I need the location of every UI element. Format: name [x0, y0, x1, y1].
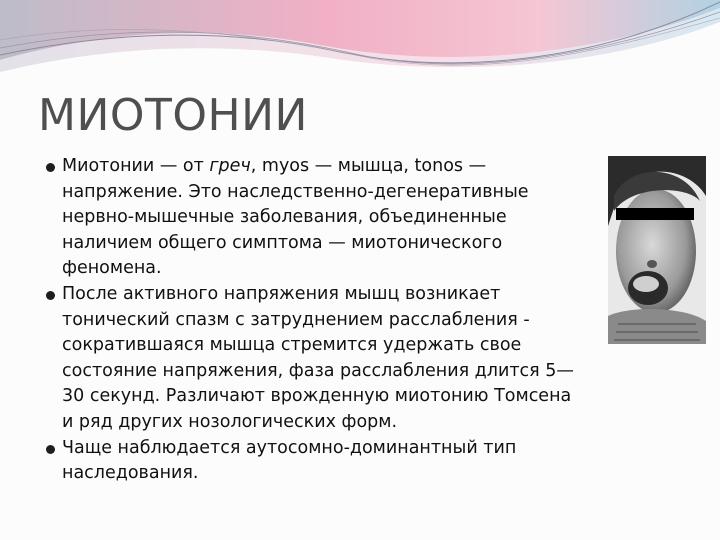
bullet-item [44, 436, 674, 487]
bullet-line: феномена. [62, 258, 162, 279]
italic-text-run: греч [209, 156, 251, 176]
bullet-line: После активного напряжения мышц возникает [62, 283, 501, 304]
bullet-line: 30 секунд. Различают врожденную миотонию Томсена [62, 386, 572, 407]
bullet-dot-icon [46, 291, 55, 300]
text-run: Миотонии — от [62, 156, 210, 176]
bullet-line: наличием общего симптома — миотонического [62, 232, 503, 253]
bullet-list [44, 154, 674, 487]
slide-title: МИОТОНИИ [38, 90, 308, 141]
bullet-line: и ряд других нозологических форм. [62, 411, 398, 432]
bullet-line: состояние напряжения, фаза расслабления длится 5— [62, 360, 574, 381]
bullet-item [44, 282, 674, 436]
bullet-line [62, 154, 674, 180]
bullet-line: напряжение. Это наследственно-дегенеративные [62, 181, 529, 202]
bullet-line: тонический спазм с затруднением расслабления - [62, 309, 530, 330]
bullet-line: нервно-мышечные заболевания, объединенные [62, 207, 507, 228]
text-run: , myos — мышца, tonos — [250, 156, 487, 176]
decorative-wave-header [0, 0, 720, 80]
bullet-line: Чаще наблюдается аутосомно-доминантный тип [62, 437, 517, 458]
bullet-line: сократившаяся мышца стремится удержать свое [62, 335, 522, 356]
bullet-dot-icon [46, 445, 55, 454]
bullet-dot-icon [46, 163, 55, 172]
bullet-line: наследования. [62, 463, 199, 484]
bullet-item [44, 154, 674, 282]
